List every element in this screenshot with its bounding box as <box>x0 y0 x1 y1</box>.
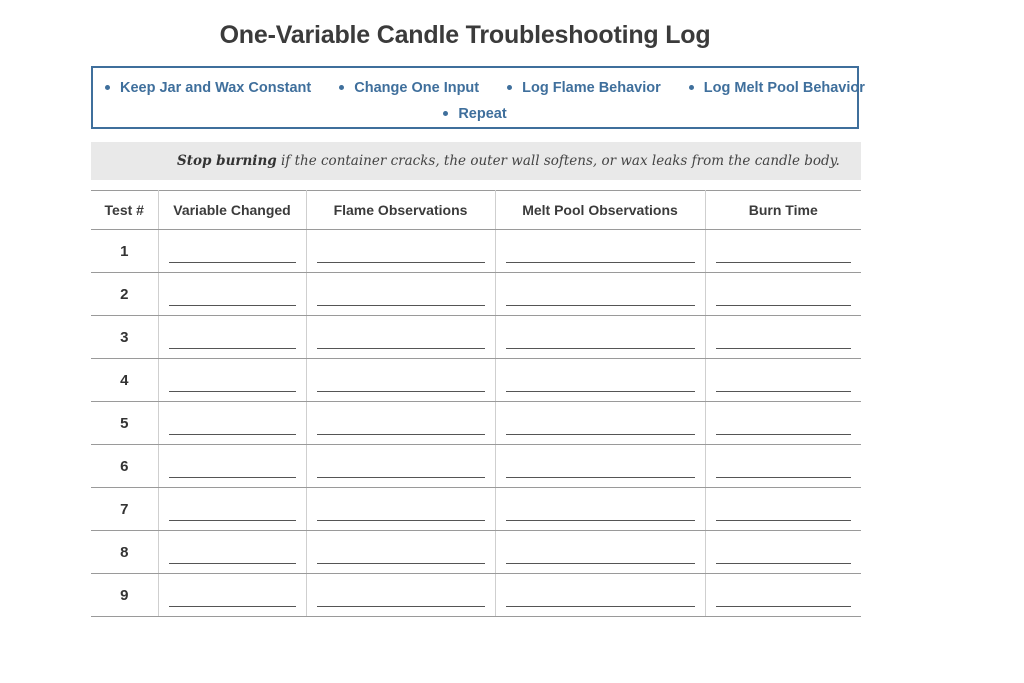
burn-time-cell <box>705 359 861 402</box>
step-item <box>507 80 661 96</box>
variable-changed-blank-line[interactable] <box>169 326 296 349</box>
log-table <box>91 190 861 617</box>
burn-time-blank-line[interactable] <box>716 326 852 349</box>
bullet-icon <box>443 111 448 116</box>
test-number: 6 <box>91 445 158 488</box>
melt-pool-observations-blank-line[interactable] <box>506 369 695 392</box>
burn-time-cell <box>705 230 861 273</box>
flame-observations-blank-line[interactable] <box>317 584 485 607</box>
burn-time-blank-line[interactable] <box>716 412 852 435</box>
flame-observations-cell <box>306 316 495 359</box>
melt-pool-observations-blank-line[interactable] <box>506 240 695 263</box>
burn-time-cell <box>705 402 861 445</box>
bullet-icon <box>689 85 694 90</box>
variable-changed-cell <box>158 230 306 273</box>
test-number: 8 <box>91 531 158 574</box>
variable-changed-cell <box>158 574 306 617</box>
melt-pool-observations-cell <box>495 574 705 617</box>
header-flame-observations: Flame Observations <box>306 191 495 230</box>
test-number: 1 <box>91 230 158 273</box>
step-label: Log Melt Pool Behavior <box>703 80 865 96</box>
flame-observations-blank-line[interactable] <box>317 498 485 521</box>
variable-changed-blank-line[interactable] <box>169 412 296 435</box>
flame-observations-cell <box>306 488 495 531</box>
melt-pool-observations-blank-line[interactable] <box>506 541 695 564</box>
variable-changed-cell <box>158 359 306 402</box>
flame-observations-cell <box>306 359 495 402</box>
table-row <box>91 359 861 402</box>
flame-observations-blank-line[interactable] <box>317 369 485 392</box>
burn-time-blank-line[interactable] <box>716 541 852 564</box>
step-label: Repeat <box>458 106 507 122</box>
header-burn-time: Burn Time <box>705 191 861 230</box>
test-number: 7 <box>91 488 158 531</box>
step-item <box>689 80 865 96</box>
test-number: 4 <box>91 359 158 402</box>
bullet-icon <box>105 85 110 90</box>
variable-changed-blank-line[interactable] <box>169 369 296 392</box>
burn-time-cell <box>705 316 861 359</box>
flame-observations-blank-line[interactable] <box>317 283 485 306</box>
burn-time-cell <box>705 488 861 531</box>
variable-changed-cell <box>158 273 306 316</box>
flame-observations-blank-line[interactable] <box>317 240 485 263</box>
test-number: 5 <box>91 402 158 445</box>
variable-changed-cell <box>158 316 306 359</box>
header-melt-pool-observations: Melt Pool Observations <box>495 191 705 230</box>
variable-changed-blank-line[interactable] <box>169 240 296 263</box>
flame-observations-cell <box>306 531 495 574</box>
step-item <box>105 80 311 96</box>
flame-observations-cell <box>306 230 495 273</box>
table-row <box>91 316 861 359</box>
melt-pool-observations-blank-line[interactable] <box>506 412 695 435</box>
flame-observations-cell <box>306 402 495 445</box>
bullet-icon <box>507 85 512 90</box>
melt-pool-observations-cell <box>495 488 705 531</box>
page-title: One-Variable Candle Troubleshooting Log <box>219 21 711 49</box>
bullet-icon <box>339 85 344 90</box>
flame-observations-cell <box>306 574 495 617</box>
burn-time-cell <box>705 531 861 574</box>
table-body <box>91 230 861 617</box>
melt-pool-observations-cell <box>495 359 705 402</box>
melt-pool-observations-cell <box>495 273 705 316</box>
table-row <box>91 488 861 531</box>
warning-bold: Stop burning <box>177 153 277 169</box>
melt-pool-observations-blank-line[interactable] <box>506 498 695 521</box>
burn-time-blank-line[interactable] <box>716 498 852 521</box>
test-number: 9 <box>91 574 158 617</box>
table-row <box>91 445 861 488</box>
variable-changed-cell <box>158 445 306 488</box>
burn-time-cell <box>705 273 861 316</box>
burn-time-blank-line[interactable] <box>716 584 852 607</box>
test-number: 2 <box>91 273 158 316</box>
melt-pool-observations-cell <box>495 402 705 445</box>
step-item <box>339 80 479 96</box>
burn-time-cell <box>705 445 861 488</box>
melt-pool-observations-blank-line[interactable] <box>506 584 695 607</box>
flame-observations-blank-line[interactable] <box>317 412 485 435</box>
header-test-number: Test # <box>91 191 158 230</box>
melt-pool-observations-blank-line[interactable] <box>506 455 695 478</box>
flame-observations-cell <box>306 273 495 316</box>
melt-pool-observations-blank-line[interactable] <box>506 283 695 306</box>
step-label: Log Flame Behavior <box>522 80 661 96</box>
melt-pool-observations-cell <box>495 531 705 574</box>
flame-observations-blank-line[interactable] <box>317 326 485 349</box>
table-header-row <box>91 191 861 230</box>
variable-changed-cell <box>158 402 306 445</box>
steps-row-1 <box>93 80 865 96</box>
burn-time-blank-line[interactable] <box>716 369 852 392</box>
test-number: 3 <box>91 316 158 359</box>
melt-pool-observations-cell <box>495 316 705 359</box>
table-row <box>91 402 861 445</box>
melt-pool-observations-blank-line[interactable] <box>506 326 695 349</box>
melt-pool-observations-cell <box>495 230 705 273</box>
step-label: Change One Input <box>354 80 480 96</box>
melt-pool-observations-cell <box>495 445 705 488</box>
flame-observations-cell <box>306 445 495 488</box>
variable-changed-blank-line[interactable] <box>169 541 296 564</box>
variable-changed-cell <box>158 531 306 574</box>
warning-banner <box>91 142 861 180</box>
steps-row-2 <box>93 106 857 122</box>
variable-changed-blank-line[interactable] <box>169 283 296 306</box>
table-row <box>91 273 861 316</box>
step-item <box>443 106 506 122</box>
burn-time-blank-line[interactable] <box>716 283 852 306</box>
header-variable-changed: Variable Changed <box>158 191 306 230</box>
table-row <box>91 531 861 574</box>
burn-time-blank-line[interactable] <box>716 240 852 263</box>
step-label: Keep Jar and Wax Constant <box>120 80 312 96</box>
variable-changed-blank-line[interactable] <box>169 584 296 607</box>
table-row <box>91 574 861 617</box>
variable-changed-blank-line[interactable] <box>169 455 296 478</box>
flame-observations-blank-line[interactable] <box>317 541 485 564</box>
variable-changed-blank-line[interactable] <box>169 498 296 521</box>
burn-time-cell <box>705 574 861 617</box>
burn-time-blank-line[interactable] <box>716 455 852 478</box>
steps-box <box>91 66 865 129</box>
flame-observations-blank-line[interactable] <box>317 455 485 478</box>
variable-changed-cell <box>158 488 306 531</box>
table-row <box>91 230 861 273</box>
warning-text: if the container cracks, the outer wall softens, or wax leaks from the candle body. <box>276 153 840 169</box>
